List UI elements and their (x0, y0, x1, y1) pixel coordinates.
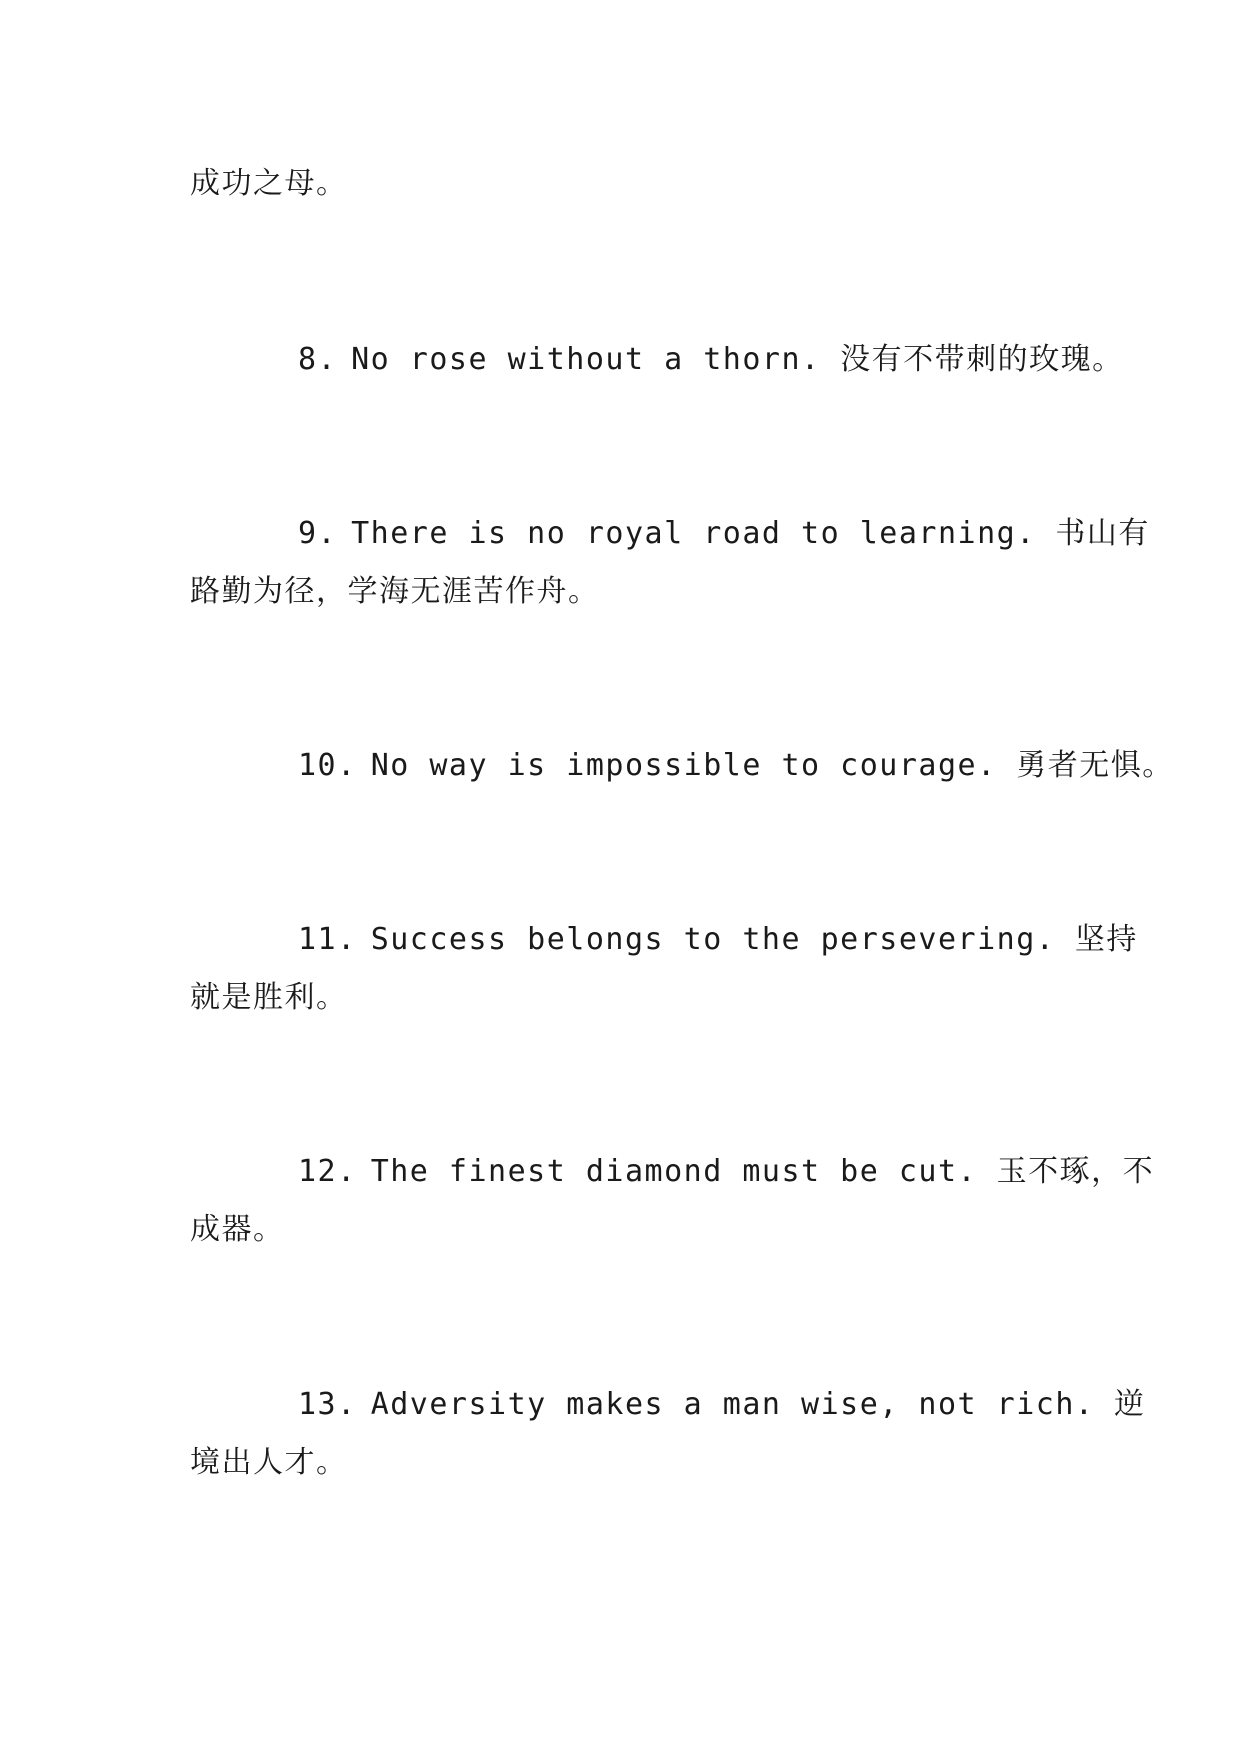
continuation-text: 成功之母。 (190, 166, 348, 201)
proverb-12-line-2: 成器。 (190, 1212, 285, 1247)
proverb-number: 8. (298, 342, 338, 377)
proverb-11-line-1 (298, 920, 1138, 960)
proverb-13-line-2: 境出人才。 (190, 1445, 348, 1480)
proverb-chinese: 没有不带刺的玫瑰。 (840, 342, 1124, 377)
proverb-number: 13. (298, 1387, 357, 1422)
proverb-13-line-1 (298, 1385, 1146, 1425)
proverb-12-line-1 (298, 1152, 1155, 1192)
proverb-chinese: 坚持 (1074, 922, 1138, 957)
proverb-english: The finest diamond must be cut. (370, 1154, 978, 1189)
proverb-11-line-2: 就是胜利。 (190, 980, 348, 1015)
proverb-9-line-1 (298, 514, 1150, 554)
proverb-english: Adversity makes a man wise, not rich. (370, 1387, 1095, 1422)
proverb-9-line-2: 路勤为径，学海无涯苦作舟。 (190, 574, 600, 609)
proverb-number: 12. (298, 1154, 357, 1189)
proverb-chinese: 勇者无惧。 (1016, 748, 1174, 783)
proverb-chinese: 书山有 (1055, 516, 1150, 551)
proverb-number: 10. (298, 748, 357, 783)
proverb-chinese: 逆 (1114, 1387, 1146, 1422)
proverb-english: No rose without a thorn. (351, 342, 821, 377)
proverb-english: No way is impossible to courage. (370, 748, 997, 783)
proverb-chinese: 玉不琢，不 (996, 1154, 1155, 1189)
proverb-8-line-1 (298, 340, 1124, 380)
proverb-english: Success belongs to the persevering. (370, 922, 1056, 957)
proverb-english: There is no royal road to learning. (351, 516, 1036, 551)
proverb-number: 11. (298, 922, 357, 957)
proverb-number: 9. (298, 516, 338, 551)
proverb-10-line-1 (298, 746, 1174, 786)
